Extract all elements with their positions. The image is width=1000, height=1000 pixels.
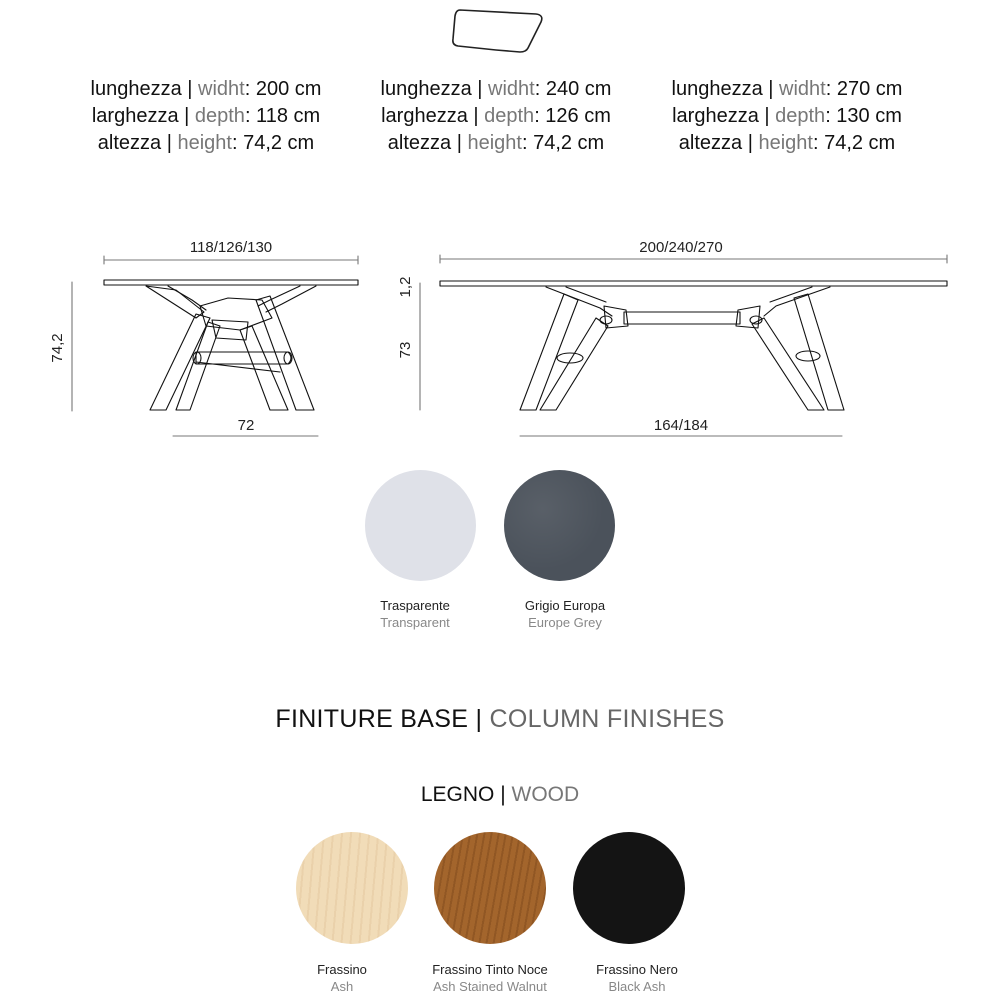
spec-height-row: altezza | height: 74,2 cm (387, 132, 605, 154)
front-top-thickness-label: 1,2 (397, 276, 414, 298)
caption-it: Frassino Tinto Noce (432, 962, 548, 977)
wood-subtitle: LEGNO | WOOD (420, 783, 580, 806)
spec-height-row: altezza | height: 74,2 cm (678, 132, 896, 154)
spec-height-row: altezza | height: 74,2 cm (97, 132, 315, 154)
spec-length-row: lunghezza | widht: 240 cm (380, 78, 612, 100)
front-view-drawing (420, 255, 947, 436)
caption-it: Trasparente (380, 598, 450, 613)
front-base-dim-label: 164/184 (653, 417, 709, 434)
caption-en: Ash Stained Walnut (433, 979, 547, 994)
swatch-ash-stained-walnut[interactable] (434, 832, 546, 944)
caption-en: Ash (330, 979, 354, 994)
column-finishes-title: FINITURE BASE | COLUMN FINISHES (275, 705, 725, 733)
caption-en: Transparent (380, 615, 450, 630)
caption-en: Europe Grey (528, 615, 602, 630)
front-height-dim-label: 73 (397, 341, 414, 359)
spec-length-row: lunghezza | widht: 200 cm (90, 78, 322, 100)
spec-depth-row: larghezza | depth: 130 cm (672, 105, 902, 127)
swatch-transparent[interactable] (365, 470, 476, 581)
swatch-ash[interactable] (296, 832, 408, 944)
spec-length-row: lunghezza | widht: 270 cm (671, 78, 903, 100)
side-height-dim-label: 74,2 (49, 333, 66, 363)
side-base-dim-label: 72 (237, 417, 255, 434)
caption-en: Black Ash (608, 979, 666, 994)
caption-it: Frassino Nero (596, 962, 678, 977)
spec-depth-row: larghezza | depth: 126 cm (381, 105, 611, 127)
front-top-dim-label: 200/240/270 (639, 239, 723, 256)
spec-depth-row: larghezza | depth: 118 cm (91, 105, 321, 127)
caption-it: Frassino (317, 962, 367, 977)
swatch-black-ash[interactable] (573, 832, 685, 944)
caption-europe-grey (465, 597, 665, 631)
caption-black-ash (537, 961, 737, 995)
technical-drawing (0, 0, 1000, 460)
side-view-drawing (72, 256, 358, 436)
side-top-dim-label: 118/126/130 (189, 239, 273, 256)
swatch-europe-grey[interactable] (504, 470, 615, 581)
caption-it: Grigio Europa (524, 598, 606, 613)
